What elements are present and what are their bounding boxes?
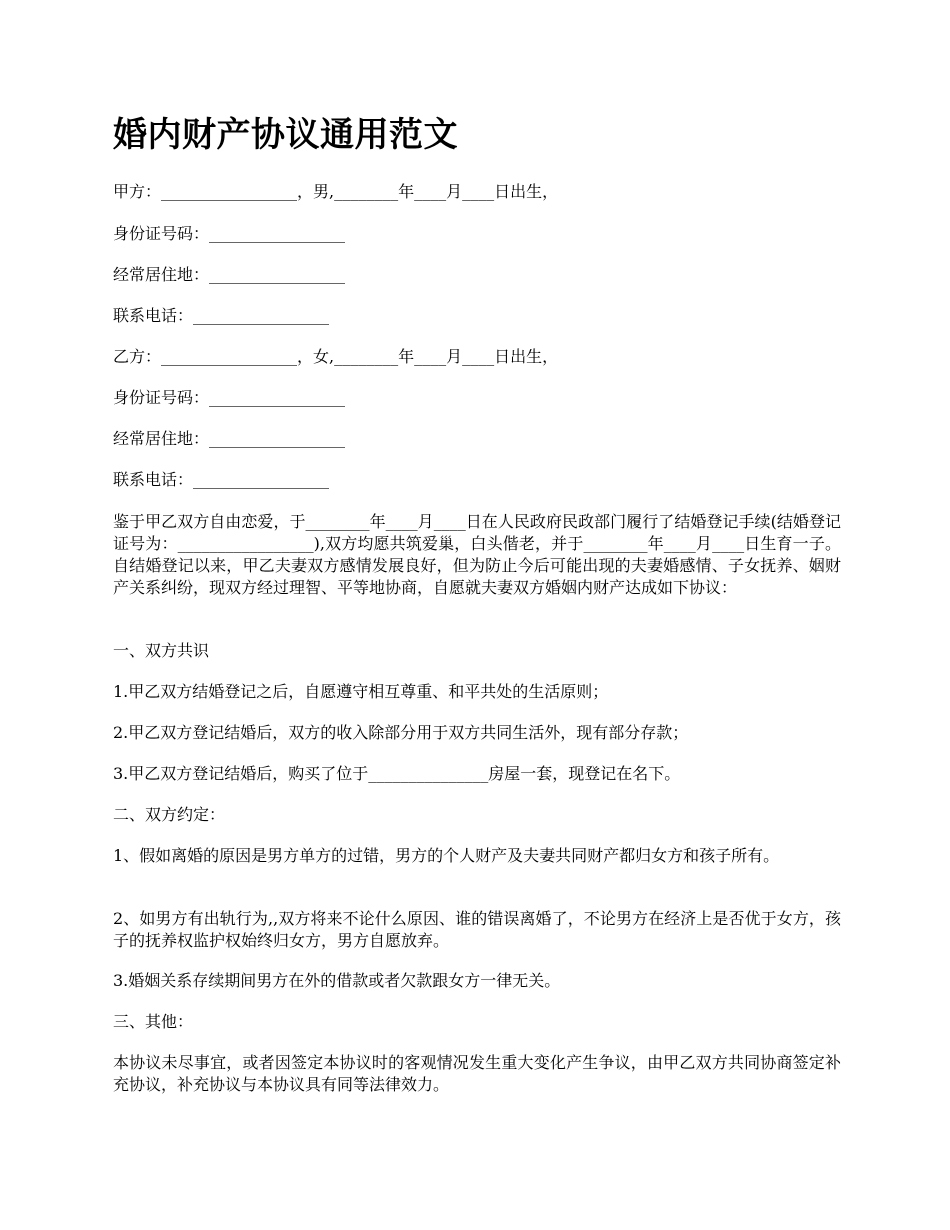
section3-body: 本协议未尽事宜，或者因签定本协议时的客观情况发生重大变化产生争议，由甲乙双方共同协商签定补充协议，补充协议与本协议具有同等法律效力。 (113, 1053, 841, 1094)
section1-item: 1.甲乙双方结婚登记之后，自愿遵守相互尊重、和平共处的生活原则； (113, 682, 609, 701)
section2-item: 3.婚姻关系存续期间男方在外的借款或者欠款跟女方一律无关。 (113, 971, 561, 990)
section2-item: 1、假如离婚的原因是男方单方的过错，男方的个人财产及夫妻共同财产都归女方和孩子所有。 (113, 846, 780, 865)
document-title: 婚内财产协议通用范文 (113, 115, 458, 155)
party-a-phone: 联系电话：_________________ (113, 306, 330, 325)
section1-item: 3.甲乙双方登记结婚后，购买了位于_______________房屋一套，现登记在名下。 (113, 764, 681, 783)
section1-item: 2.甲乙双方登记结婚后，双方的收入除部分用于双方共同生活外，现有部分存款； (113, 723, 689, 742)
section3-heading: 三、其他： (113, 1012, 194, 1031)
party-b-line: 乙方：_________________，女,________年____月____日出生， (113, 347, 559, 366)
preamble-paragraph: 鉴于甲乙双方自由恋爱，于________年____月____日在人民政府民政部门履行了结婚登记手续(结婚登记证号为：_________________),双方均愿共筑爱巢，白头偕老，并于________年____月____日生育一子。自结婚登记以来，甲乙夫妻双方感情发展良好，但为防止今后可能出现的夫妻婚感情、子女抚养、姻财产关系纠纷，现双方经过理智、平等地协商，自愿就夫妻双方婚姻内财产达成如下协议： (113, 512, 841, 597)
party-b-address: 经常居住地：_________________ (113, 429, 346, 448)
party-a-line: 甲方：_________________，男,________年____月____日出生， (113, 182, 559, 201)
section1-heading: 一、双方共识 (113, 641, 210, 660)
section2-item: 2、如男方有出轨行为,,双方将来不论什么原因、谁的错误离婚了，不论男方在经济上是否优于女方，孩子的抚养权监护权始终归女方，男方自愿放弃。 (113, 909, 841, 950)
party-a-address: 经常居住地：_________________ (113, 265, 346, 284)
party-b-phone: 联系电话：_________________ (113, 470, 330, 489)
party-a-id: 身份证号码：_________________ (113, 224, 346, 243)
party-b-id: 身份证号码：_________________ (113, 388, 346, 407)
section2-heading: 二、双方约定： (113, 805, 226, 824)
